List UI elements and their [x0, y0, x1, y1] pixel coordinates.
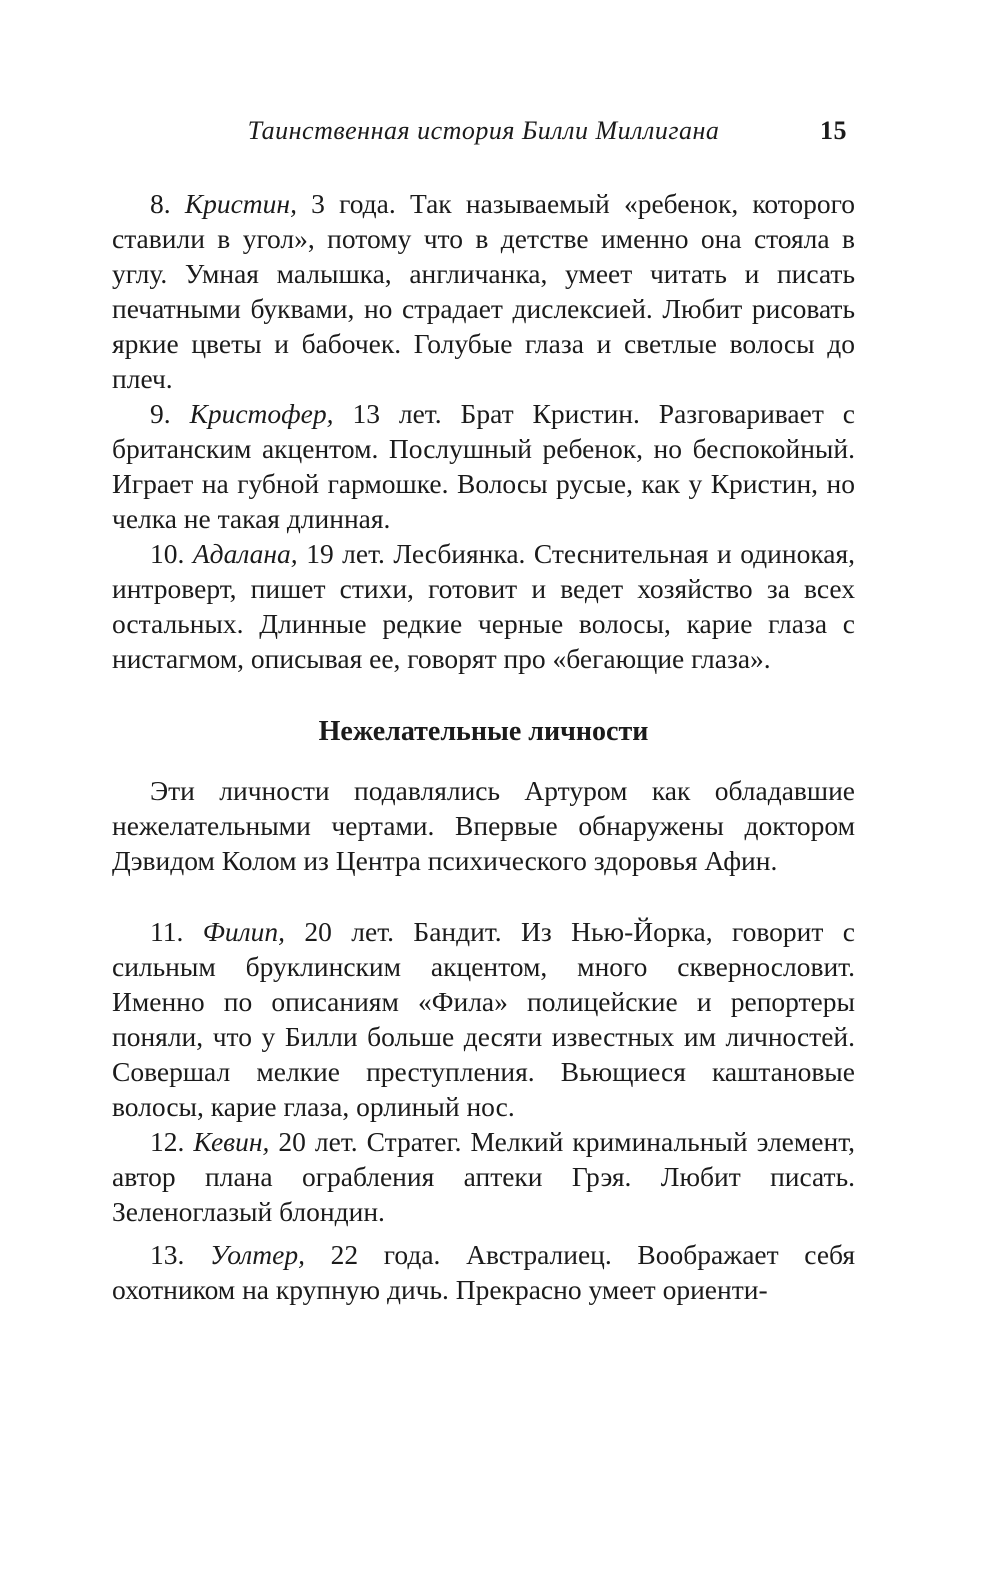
personality-entry-11 — [112, 914, 855, 1124]
entry-text: 19 лет. Лесбиянка. Стеснительная и одинокая, интроверт, пишет стихи, готовит и ведет хозяйство за всех остальных. Длинные редкие черные волосы, карие глаза с нистагмом, описывая ее, говорят про «бегающие глаза». — [112, 538, 856, 674]
personality-name: Адалана, — [192, 538, 298, 569]
personality-name: Кевин, — [193, 1126, 270, 1157]
personality-name: Кристин, — [184, 188, 297, 219]
page-number: 15 — [820, 116, 847, 145]
personality-entry-9 — [112, 396, 855, 536]
entry-text: 20 лет. Бандит. Из Нью-Йорка, говорит с сильным бруклинским акцентом, много сквернословит. Именно по описаниям «Фила» полицейские и репортеры поняли, что у Билли больше десяти известных им личностей. Совершал мелкие преступления. Вьющиеся каштановые волосы, карие глаза, орлиный нос. — [112, 916, 856, 1122]
personality-entry-10 — [112, 536, 855, 676]
running-header-title: Таинственная история Билли Миллигана — [247, 116, 720, 145]
page-content — [112, 186, 855, 1307]
personality-name: Кристофер, — [189, 398, 334, 429]
entry-number: 10. — [150, 538, 185, 569]
entry-number: 11. — [150, 916, 184, 947]
personality-name: Уолтер, — [210, 1239, 305, 1270]
entry-number: 12. — [150, 1126, 185, 1157]
entry-text: 3 года. Так называемый «ребенок, которого ставили в угол», потому что в детстве именно она стояла в углу. Умная малышка, англичанка, умеет читать и писать печатными буквами, но страдает дислексией. Любит рисовать яркие цветы и бабочек. Голубые глаза и светлые волосы до плеч. — [112, 188, 856, 394]
personality-entry-12 — [112, 1124, 855, 1229]
entry-number: 8. — [150, 188, 171, 219]
entry-text: 22 года. Австралиец. Воображает себя охотником на крупную дичь. Прекрасно умеет ориенти- — [112, 1239, 855, 1305]
personality-entry-13 — [112, 1237, 855, 1307]
entry-text: 20 лет. Стратег. Мелкий криминальный элемент, автор плана ограбления аптеки Грэя. Любит писать. Зеленоглазый блондин. — [112, 1126, 856, 1227]
entry-number: 13. — [150, 1239, 185, 1270]
personality-name: Филип, — [202, 916, 285, 947]
entry-text: 13 лет. Брат Кристин. Разговаривает с британским акцентом. Послушный ребенок, но беспокойный. Играет на губной гармошке. Волосы русые, как у Кристин, но челка не такая длинная. — [112, 398, 855, 534]
section-heading: Нежелательные личности — [318, 716, 649, 747]
section-intro-paragraph: Эти личности подавлялись Артуром как обладавшие нежелательными чертами. Впервые обнаружены доктором Дэвидом Колом из Центра психического здоровья Афин. — [112, 775, 855, 876]
entry-number: 9. — [150, 398, 171, 429]
personality-entry-8 — [112, 186, 855, 396]
running-header — [112, 116, 855, 146]
